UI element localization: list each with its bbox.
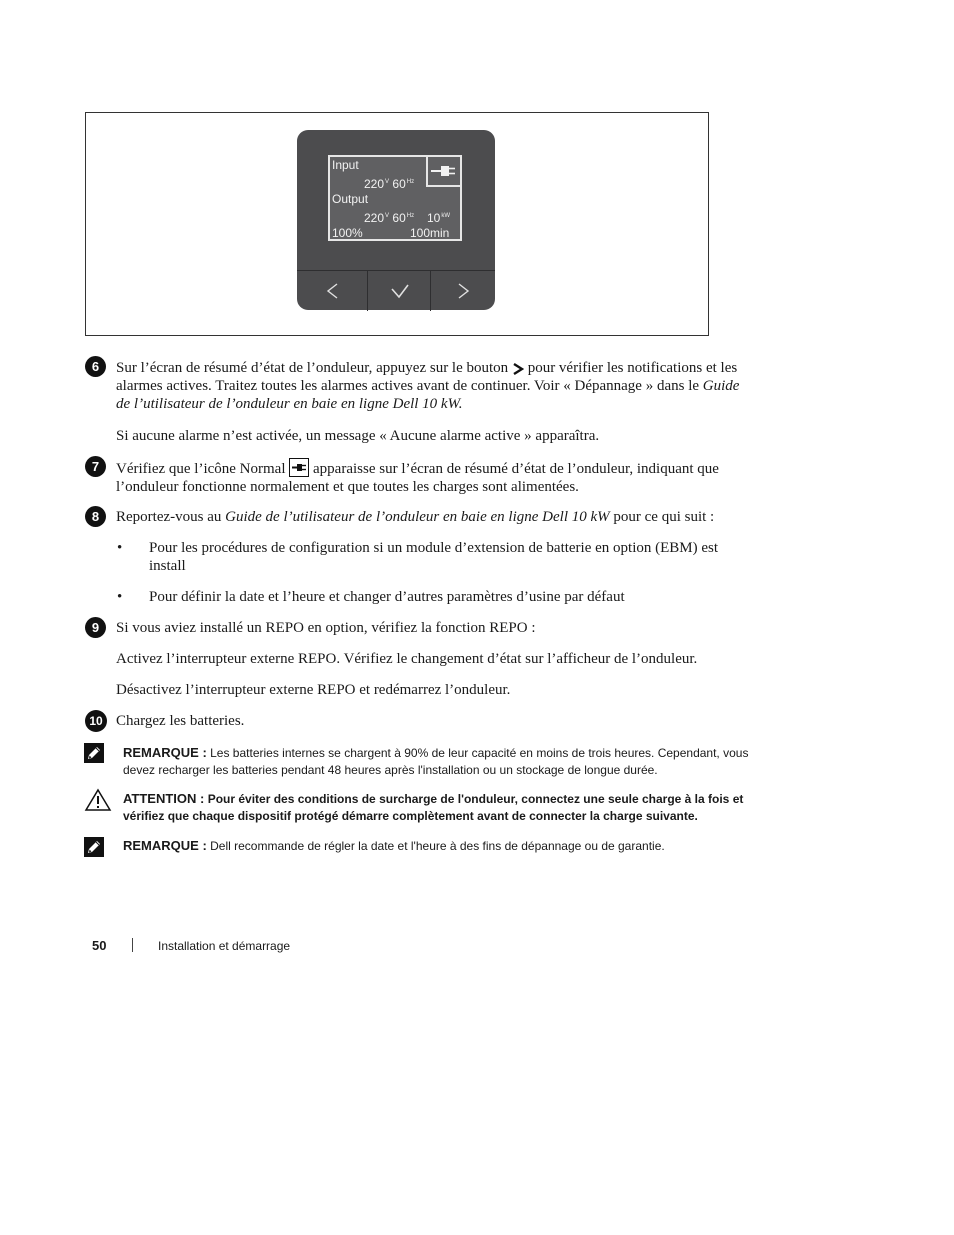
list-item: Pour les procédures de configuration si un module d’extension de batterie en option (EBM) est install: [149, 540, 719, 574]
step-9-followup-2: Désactivez l’interrupteur externe REPO et redémarrez l’onduleur.: [116, 682, 511, 698]
lcd-input-label: Input: [332, 158, 359, 172]
lcd-output-power: $10^{kW}$: [427, 211, 451, 225]
footer-divider: [132, 938, 133, 952]
plug-normal-icon: [429, 158, 459, 184]
step-7-text: Vérifiez que l’icône Normal apparaisse sur l’écran de résumé d’état de l’onduleur, indiquant que l’onduleur fonctionne normalement et que toutes les charges sont alimentées.: [116, 458, 748, 496]
step-9-followup-1: Activez l’interrupteur externe REPO. Vérifiez le changement d’état sur l’afficheur de l’onduleur.: [116, 651, 698, 667]
note-attention: ATTENTION : Pour éviter des conditions de surcharge de l'onduleur, connectez une seule charge à la fois et vérifiez que chaque dispositif protégé démarre complètement avant de connecter la charge suivante.: [123, 791, 744, 823]
lcd-status-box: [426, 157, 460, 187]
bullet-dot: •: [117, 540, 123, 556]
note-pencil-icon: [84, 837, 104, 857]
step-number: 8: [85, 506, 106, 527]
ups-control-panel: [297, 130, 495, 310]
warning-triangle-icon: [84, 788, 112, 812]
chevron-right-icon: [512, 362, 524, 376]
step-number: 6: [85, 356, 106, 377]
panel-button-row: [297, 270, 495, 311]
lcd-screen: [328, 155, 462, 241]
step-number: 10: [85, 710, 107, 732]
confirm-button[interactable]: [367, 271, 431, 311]
step-6-followup: Si aucune alarme n’est activée, un message « Aucune alarme active » apparaîtra.: [116, 428, 600, 444]
step-10-text: Chargez les batteries.: [116, 713, 245, 729]
list-item: Pour définir la date et l’heure et changer d’autres paramètres d’usine par défaut: [149, 589, 625, 605]
bullet-dot: •: [117, 589, 123, 605]
step-number: 7: [85, 456, 106, 477]
note-pencil-icon: [84, 743, 104, 763]
footer-section-title: Installation et démarrage: [158, 939, 291, 953]
step-9-text: Si vous aviez installé un REPO en option, vérifiez la fonction REPO :: [116, 620, 536, 636]
lcd-runtime: 100min: [410, 226, 450, 240]
next-button[interactable]: [430, 271, 496, 311]
ups-panel-figure: [85, 112, 709, 336]
chevron-right-icon: [457, 282, 471, 300]
note-remarque-2: REMARQUE : Dell recommande de régler la date et l'heure à des fins de dépannage ou de garantie.: [123, 838, 665, 853]
chevron-left-icon: [325, 282, 339, 300]
lcd-load: 100%: [332, 226, 363, 240]
step-number: 9: [85, 617, 106, 638]
checkmark-icon: [390, 283, 410, 299]
note-remarque-1: REMARQUE : Les batteries internes se chargent à 90% de leur capacité en moins de trois heures. Cependant, vous devez recharger les batteries pendant 48 heures après l'installation ou un stockage de longue durée.: [123, 745, 749, 777]
page-number: 50: [92, 938, 107, 953]
step-8-text: Reportez-vous au Guide de l’utilisateur de l’onduleur en baie en ligne Dell 10 kW pour ce qui suit :: [116, 509, 715, 525]
step-6-text: Sur l’écran de résumé d’état de l’onduleur, appuyez sur le bouton pour vérifier les notifications et les alarmes actives. Traitez toutes les alarmes actives avant de continuer. Voir « Dépannage » dans le Guide de l’utilisateur de l’onduleur en baie en ligne Dell 10 kW.: [116, 360, 740, 412]
lcd-output-values: $220^V$ $60^{Hz}$: [364, 211, 415, 225]
lcd-input-values: $220^V$ $60^{Hz}$: [364, 177, 415, 191]
plug-normal-icon: [289, 458, 309, 477]
back-button[interactable]: [297, 271, 367, 311]
lcd-output-label: Output: [332, 192, 369, 206]
